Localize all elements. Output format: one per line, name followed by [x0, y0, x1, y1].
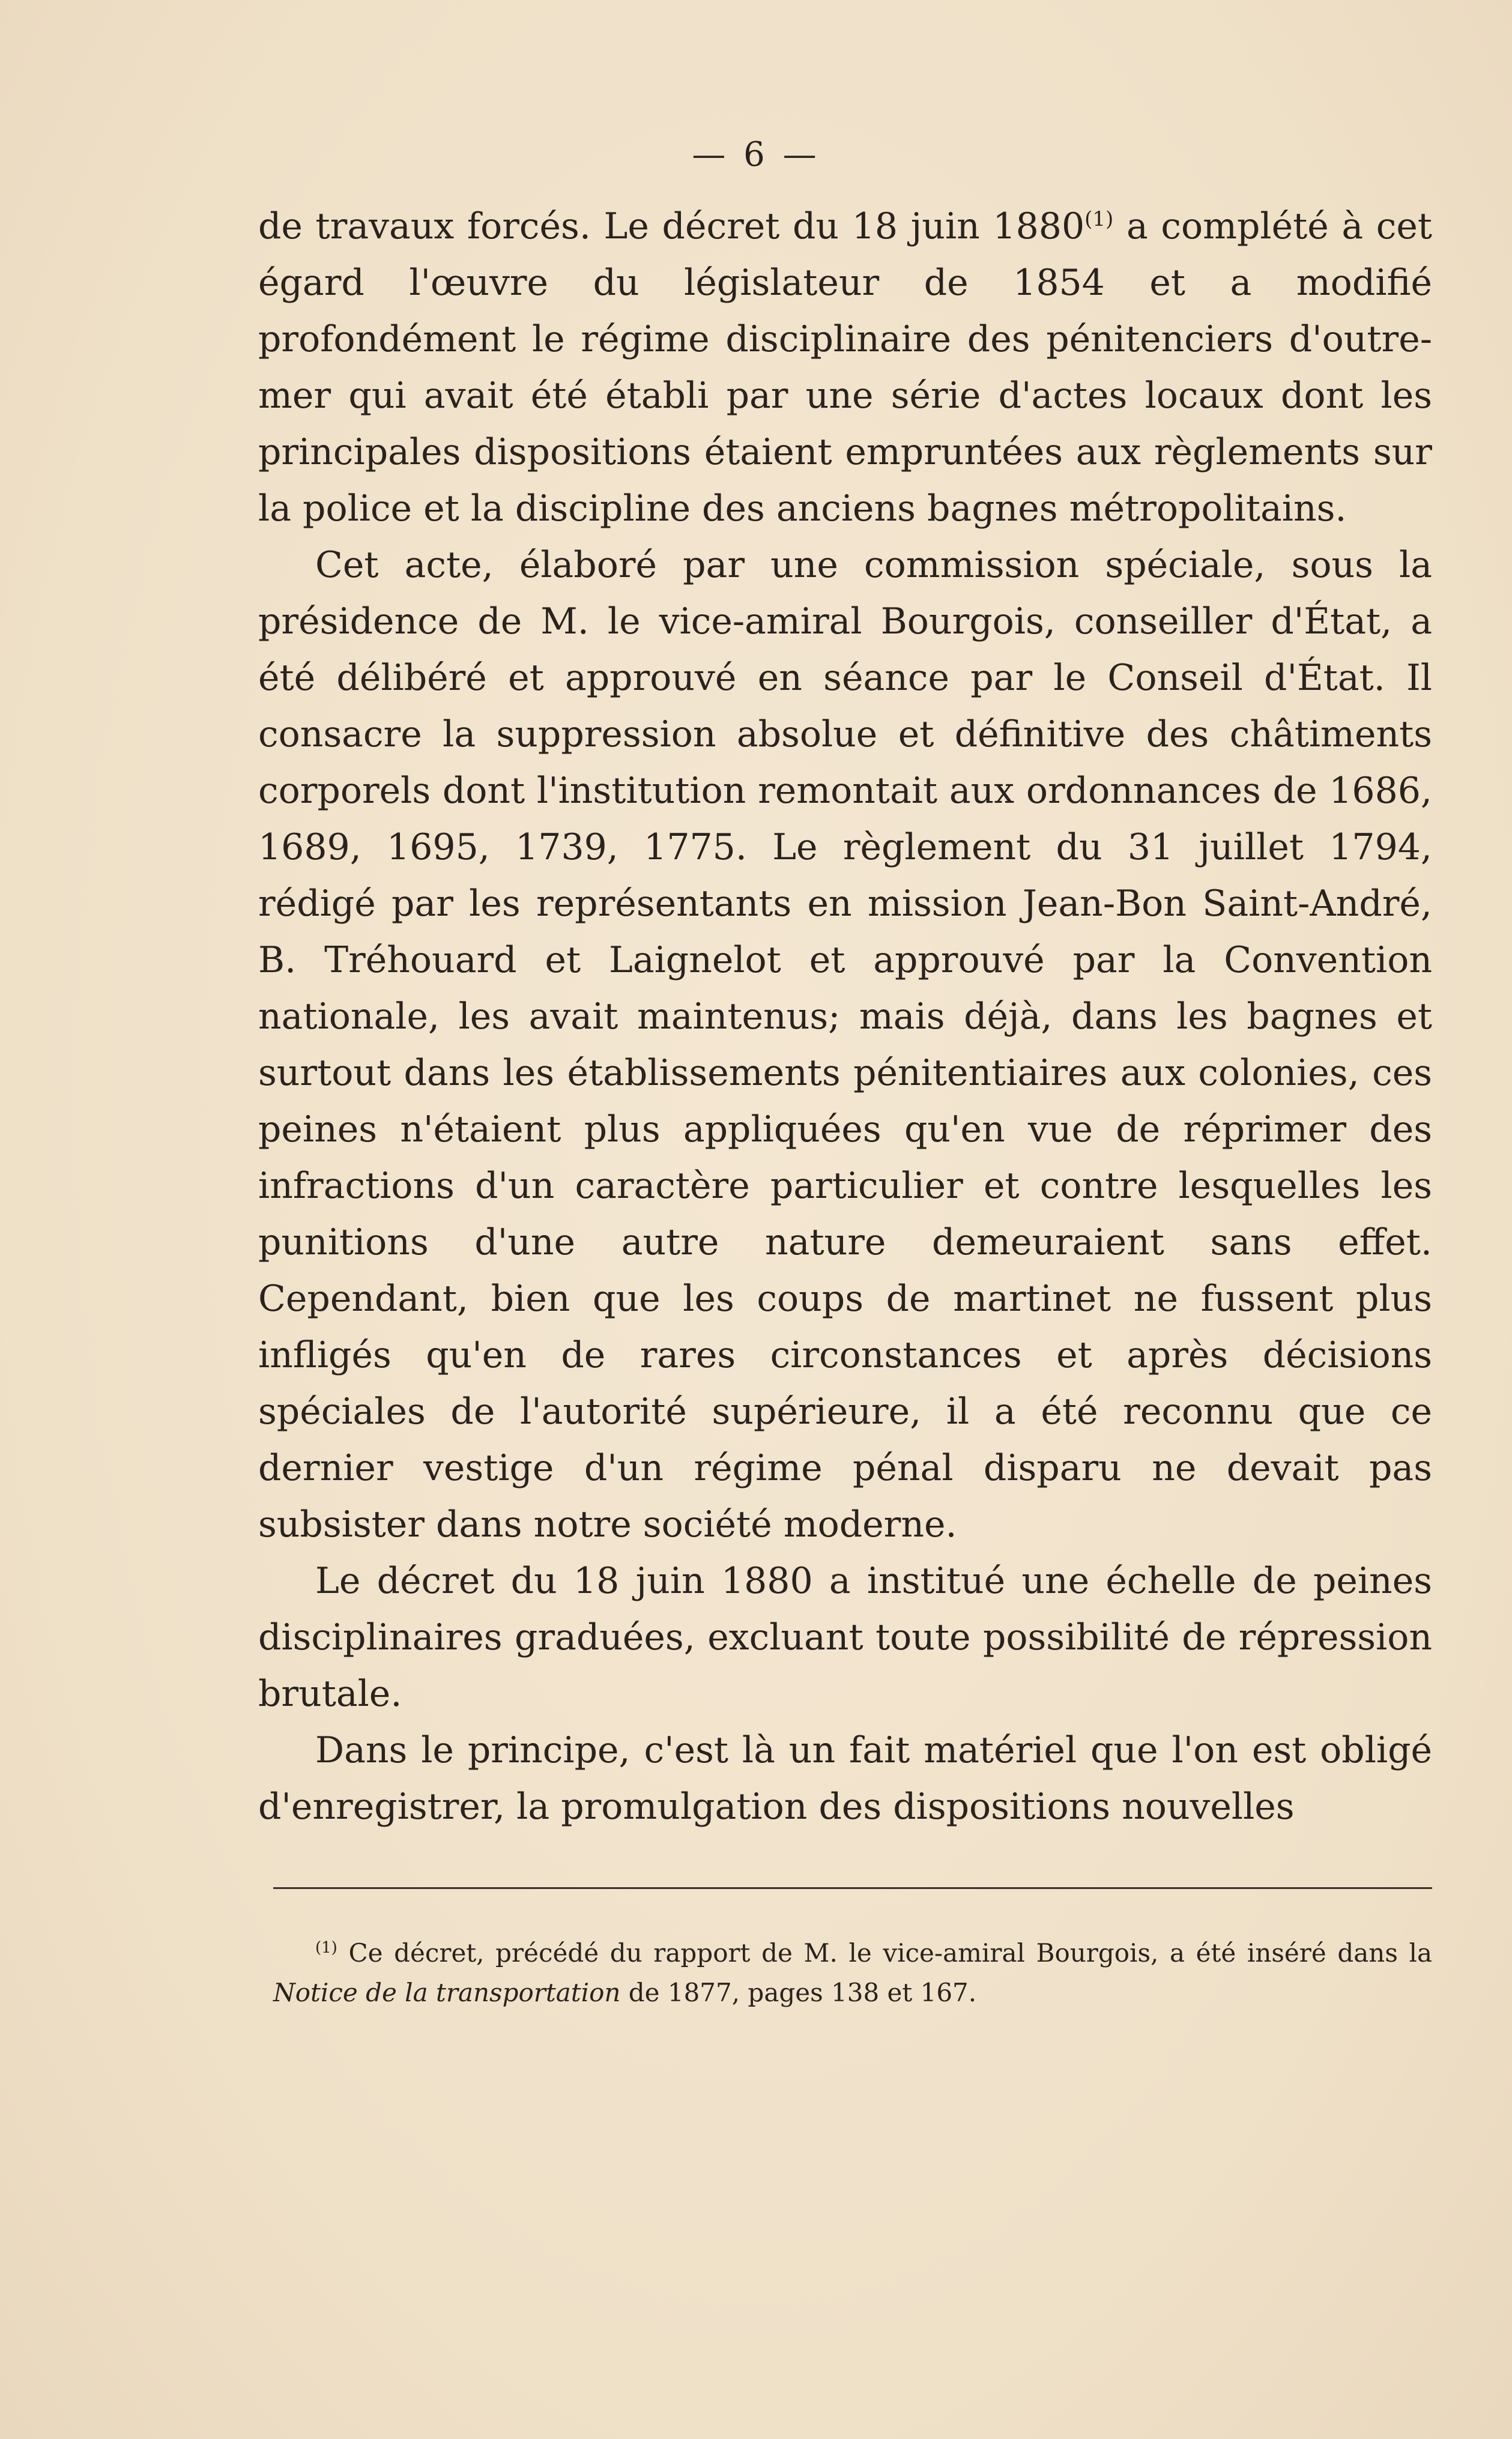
footnote-publication-title: Notice de la transportation [273, 1978, 621, 2007]
paragraph-3: Le décret du 18 juin 1880 a institué une échelle de peines disciplinaires graduées, excluant toute possibilité de répression brutale. [258, 1560, 1432, 1715]
footnote [273, 1933, 1432, 2013]
footnote-text-end: de 1877, pages 138 et 167. [620, 1978, 977, 2007]
footnote-text-start: Ce décret, précédé du rapport de M. le vice-amiral Bourgois, a été inséré dans la [337, 1938, 1432, 1968]
page-number: — 6 — [692, 135, 820, 174]
paragraph-1-rest: a complété à cet égard l'œuvre du législateur de 1854 et a modifié profondément le régime disciplinaire des pénitenciers d'outre-mer qui avait été établi par une série d'actes locaux dont les principales dispositions étaient empruntées aux règlements sur la police et la discipline des anciens bagnes métropolitains. [258, 205, 1432, 530]
footnote-divider [273, 1887, 1432, 1889]
paragraph-4: Dans le principe, c'est là un fait matériel que l'on est obligé d'enregistrer, la promulgation des dispositions nouvelles [258, 1729, 1432, 1828]
paragraph-1-start: de travaux forcés. Le décret du 18 juin 1880 [258, 205, 1085, 247]
footnote-mark: (1) [315, 1939, 337, 1957]
paragraph-2: Cet acte, élaboré par une commission spéciale, sous la présidence de M. le vice-amiral Bourgois, conseiller d'État, a été délibéré et approuvé en séance par le Conseil d'État. Il consacre la suppression absolue et définitive des châtiments corporels dont l'institution remontait aux ordonnances de 1686, 1689, 1695, 1739, 1775. Le règlement du 31 juillet 1794, rédigé par les représentants en mission Jean-Bon Saint-André, B. Tréhouard et Laignelot et approuvé par la Convention nationale, les avait maintenus; mais déjà, dans les bagnes et surtout dans les établissements pénitentiaires aux colonies, ces peines n'étaient plus appliquées qu'en vue de réprimer des infractions d'un caractère particulier et contre lesquelles les punitions d'une autre nature demeuraient sans effet. Cependant, bien que les coups de martinet ne fussent plus infligés qu'en de rares circonstances et après décisions spéciales de l'autorité supérieure, il a été reconnu que ce dernier vestige d'un régime pénal disparu ne devait pas subsister dans notre société moderne. [258, 544, 1432, 1546]
paragraph-1 [258, 198, 1432, 537]
body-text [258, 198, 1432, 1835]
footnote-reference: (1) [1084, 207, 1114, 231]
